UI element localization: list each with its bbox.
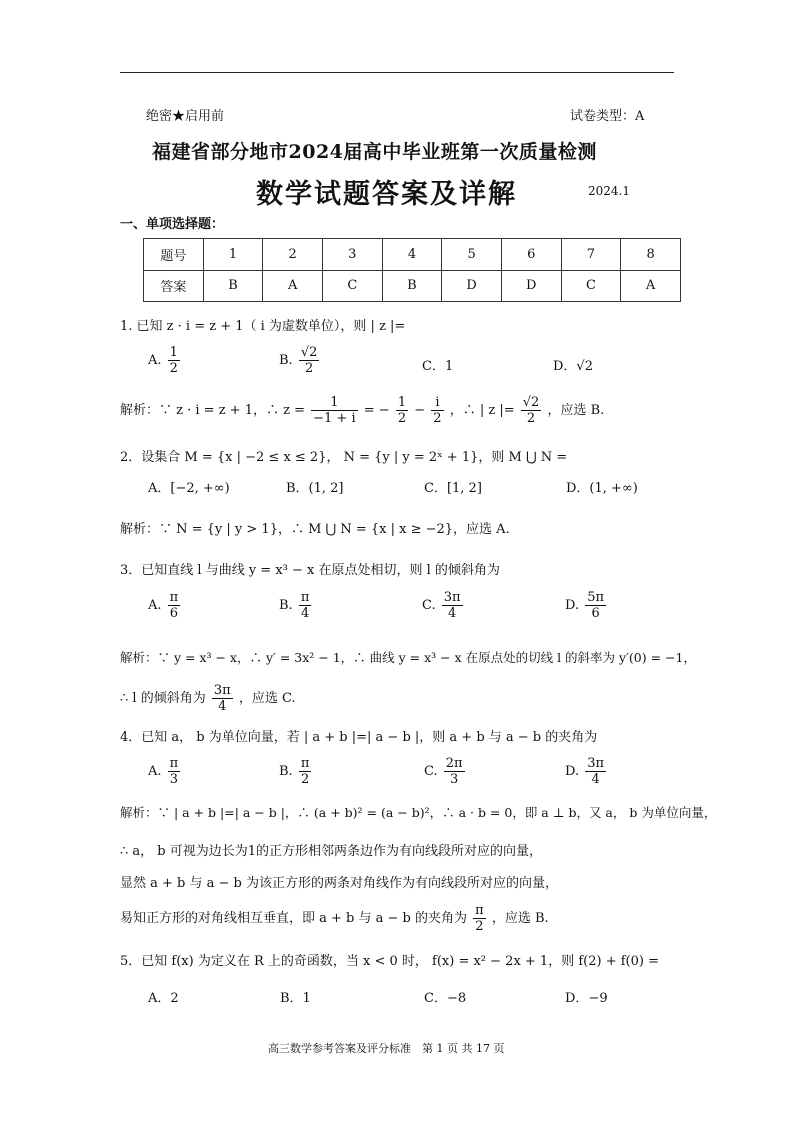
denominator: 6 [591, 606, 600, 621]
answer-cell: D [501, 270, 561, 302]
numerator: √2 [522, 395, 540, 410]
top-rule [120, 72, 674, 73]
table-row [144, 270, 681, 302]
fraction [396, 395, 408, 426]
q4-solution-line1: 解析：∵ | a + b |=| a − b |，∴ (a + b)² = (a − b)²，∴ a · b = 0，即 a ⊥ b，又 a， b 为单位向量， [120, 805, 717, 820]
question-number: 5 [442, 239, 502, 271]
q4-solution-line4 [120, 903, 549, 934]
numerator: 1 [397, 395, 407, 410]
question-number: 4 [382, 239, 442, 271]
text: ，应选 B. [547, 403, 605, 418]
q3-solution-line1: 解析：∵ y = x³ − x，∴ y′ = 3x² − 1，∴ 曲线 y = x³ − x 在原点处的切线 l 的斜率为 y′(0) = −1， [120, 650, 696, 665]
text: ∴ l 的倾斜角为 [120, 691, 206, 706]
q2-solution: 解析：∵ N = {y | y > 1}，∴ M ⋃ N = {x | x ≥ −2}，应选 A. [120, 522, 510, 537]
option-label: D. [565, 598, 580, 613]
page-footer: 高三数学参考答案及评分标准 第 1 页 共 17 页 [268, 1042, 505, 1055]
denominator: 4 [448, 606, 457, 621]
q3-solution-line2 [120, 683, 296, 714]
denominator: 3 [450, 772, 459, 787]
q5-stem: 5．已知 f(x) 为定义在 R 上的奇函数，当 x < 0 时， f(x) = x² − 2x + 1，则 f(2) + f(0) = [120, 954, 659, 969]
q4-option-b [279, 756, 313, 787]
denominator: 2 [397, 411, 407, 426]
numerator: 3π [213, 683, 231, 698]
q4-solution-line2: ∴ a， b 可视为边长为1的正方形相邻两条边作为有向线段所对应的向量， [120, 844, 543, 859]
text: − [414, 403, 426, 418]
q2-option-a: A．[−2, +∞) [148, 481, 230, 496]
answer-cell: C [561, 270, 621, 302]
answer-cell: B [382, 270, 442, 302]
question-number: 1 [203, 239, 263, 271]
fraction [585, 756, 606, 787]
q2-option-b: B．(1, 2] [286, 481, 344, 496]
denominator: 2 [304, 361, 314, 376]
fraction [168, 590, 181, 621]
q1-option-a [148, 345, 182, 376]
option-label: C. [424, 764, 438, 779]
fraction [431, 395, 443, 426]
q3-option-d [565, 590, 608, 621]
question-number: 3 [322, 239, 382, 271]
q1-option-c: C．1 [422, 359, 454, 374]
fraction [168, 756, 181, 787]
numerator: π [475, 903, 484, 918]
q2-option-d: D．(1, +∞) [566, 481, 638, 496]
denominator: 4 [591, 772, 600, 787]
answer-cell: C [322, 270, 382, 302]
table-row-label: 答案 [144, 270, 204, 302]
option-label: D. [565, 764, 580, 779]
numerator: 3π [587, 756, 605, 771]
q2-option-c: C．[1, 2] [424, 481, 482, 496]
text: ，∴ | z |= [449, 403, 515, 418]
fraction [521, 395, 542, 426]
fraction [473, 903, 486, 934]
denominator: 2 [475, 919, 484, 934]
question-number: 8 [621, 239, 681, 271]
denominator: 2 [300, 772, 310, 787]
q5-option-a: A．2 [148, 991, 179, 1006]
text: ，应选 B. [491, 911, 549, 926]
question-number: 2 [263, 239, 323, 271]
q4-option-d [565, 756, 608, 787]
answer-cell: A [263, 270, 323, 302]
denominator: 6 [169, 606, 179, 621]
text: 易知正方形的对角线相互垂直，即 a + b 与 a − b 的夹角为 [120, 911, 467, 926]
denominator: 2 [169, 361, 178, 376]
denominator: 2 [433, 411, 442, 426]
q5-option-c: C．−8 [424, 991, 467, 1006]
numerator: π [300, 756, 310, 771]
option-label: A. [148, 764, 162, 779]
q4-stem: 4．已知 a， b 为单位向量，若 | a + b |=| a − b |，则 a + b 与 a − b 的夹角为 [120, 730, 598, 745]
table-row-label: 题号 [144, 239, 204, 271]
document-date: 2024.1 [588, 184, 630, 198]
option-label: A. [148, 598, 162, 613]
fraction [299, 590, 312, 621]
q5-option-d: D．−9 [565, 991, 608, 1006]
denominator: 4 [300, 606, 310, 621]
numerator: π [169, 590, 179, 605]
paper-type: 试卷类型：A [570, 109, 645, 124]
answer-cell: D [442, 270, 502, 302]
denominator: 2 [526, 411, 536, 426]
numerator: π [169, 756, 179, 771]
fraction [168, 345, 180, 376]
option-label: B. [279, 764, 293, 779]
answer-cell: B [203, 270, 263, 302]
text: = − [363, 403, 390, 418]
q5-option-b: B．1 [280, 991, 311, 1006]
section-heading: 一、单项选择题： [120, 217, 225, 232]
text: ，应选 C. [238, 691, 296, 706]
q3-option-c [422, 590, 465, 621]
document-subtitle: 数学试题答案及详解 [256, 179, 517, 210]
fraction [444, 756, 465, 787]
answer-table [143, 238, 681, 302]
q1-option-b [279, 345, 321, 376]
numerator: 2π [445, 756, 463, 771]
fraction [212, 683, 233, 714]
q3-stem: 3．已知直线 l 与曲线 y = x³ − x 在原点处相切，则 l 的倾斜角为 [120, 563, 500, 578]
numerator: 3π [443, 590, 461, 605]
option-label: A. [148, 353, 162, 368]
q3-option-b [279, 590, 313, 621]
denominator: 4 [218, 699, 227, 714]
text: 解析：∵ z · i = z + 1，∴ z = [120, 403, 305, 418]
fraction [585, 590, 606, 621]
numerator: 1 [169, 345, 178, 360]
q4-solution-line3: 显然 a + b 与 a − b 为该正方形的两条对角线作为有向线段所对应的向量， [120, 876, 558, 891]
q1-solution [120, 395, 604, 426]
fraction [311, 395, 357, 426]
fraction [299, 345, 320, 376]
q3-option-a [148, 590, 182, 621]
denominator: 3 [169, 772, 179, 787]
option-label: B. [279, 353, 293, 368]
question-number: 7 [561, 239, 621, 271]
numerator: 5π [587, 590, 605, 605]
q4-option-c [424, 756, 467, 787]
numerator: 1 [311, 395, 357, 411]
numerator: π [300, 590, 310, 605]
numerator: i [431, 395, 443, 411]
option-label: C. [422, 598, 436, 613]
answer-cell: A [621, 270, 681, 302]
q1-stem: 1. 已知 z · i = z + 1（ i 为虚数单位），则 | z |= [120, 319, 406, 334]
q4-option-a [148, 756, 182, 787]
question-number: 6 [501, 239, 561, 271]
q1-option-d: D．√2 [553, 359, 593, 374]
secret-label: 绝密★启用前 [146, 109, 225, 124]
document-title: 福建省部分地市2024届高中毕业班第一次质量检测 [152, 141, 597, 163]
q2-stem: 2．设集合 M = {x | −2 ≤ x ≤ 2}， N = {y | y = 2ˣ + 1}，则 M ⋃ N = [120, 450, 568, 465]
fraction [299, 756, 312, 787]
option-label: B. [279, 598, 293, 613]
denominator: −1 + i [313, 411, 356, 426]
table-row [144, 239, 681, 271]
fraction [442, 590, 463, 621]
numerator: √2 [300, 345, 318, 360]
